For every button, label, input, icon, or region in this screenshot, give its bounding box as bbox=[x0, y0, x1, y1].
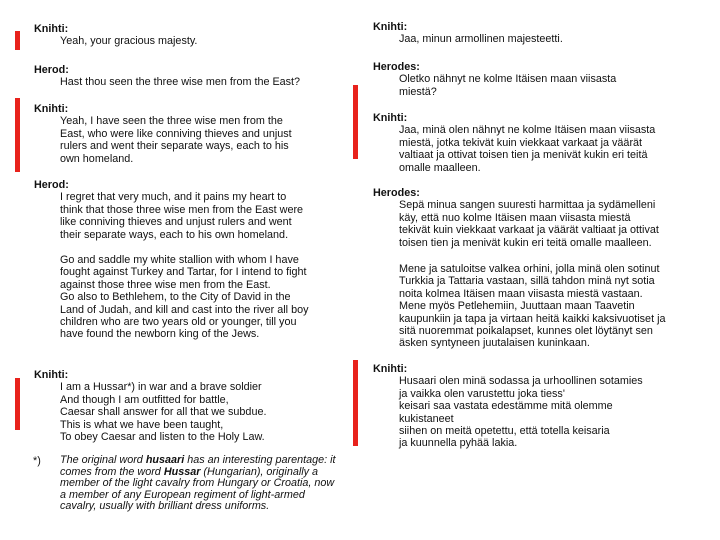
footnote-text: The original word bbox=[60, 454, 146, 466]
left-dialogue-block bbox=[34, 179, 349, 241]
left-dialogue-block bbox=[34, 64, 349, 89]
right-dialogue-block bbox=[373, 21, 713, 46]
dialogue-text: Sepä minua sangen suuresti harmittaa ja sydämelleni käy, että nuo kolme Itäisen maan viisasta miestä tekivät kuin viekkaat varkaat ja väärät valtiaat ja ottivat toisen tien ja menivät kukin eri teitä omalle maalleen. bbox=[399, 199, 659, 249]
speaker-label: Knihti: bbox=[34, 369, 69, 381]
dialogue-text: Jaa, minun armollinen majesteetti. bbox=[399, 33, 563, 46]
left-dialogue-block bbox=[34, 23, 349, 48]
speaker-label: Knihti: bbox=[34, 23, 69, 35]
right-dialogue-block bbox=[373, 112, 713, 174]
dialogue-text: Husaari olen minä sodassa ja urhoollinen sotamies ja vaikka olen varustettu joka tiess' keisari saa vastata edestämme mitä olemme kukistaneet siihen on meitä opetettu, että totella keisaria ja kuunnella pyhää lakia. bbox=[399, 375, 643, 450]
dialogue-text: Go and saddle my white stallion with whom I have fought against Turkey and Tartar, for I intend to fight against those three wise men from the East. Go also to Bethlehem, to the City of David in the Land of Judah, and kill and cast into the river all boy children who are two years old or younger, till you have found the newborn king of the Jews. bbox=[60, 254, 309, 341]
footnote-text: has an interesting parentage: it comes from the word bbox=[60, 454, 336, 478]
red-marker-bar bbox=[15, 378, 20, 430]
speaker-label: Knihti: bbox=[373, 112, 408, 124]
footnote-text: (Hungarian), originally a member of the light cavalry from Hungary or Croatia, now a member of any European regiment of light-armed cavalry, usually with brilliant dress uniforms. bbox=[60, 465, 335, 513]
dialogue-text: I am a Hussar*) in war and a brave soldier And though I am outfitted for battle, Caesar shall answer for all that we subdue. This is what we have been taught, To obey Caesar and listen to the Holy Law. bbox=[60, 381, 267, 444]
footnote-bold-term: Hussar bbox=[163, 465, 201, 478]
right-dialogue-block bbox=[373, 187, 713, 249]
red-marker-bar bbox=[15, 31, 20, 50]
right-dialogue-block bbox=[373, 363, 713, 450]
speaker-label: Herodes: bbox=[373, 61, 420, 73]
footnote-bold-term: husaari bbox=[145, 454, 185, 466]
footnote-marker: *) bbox=[33, 455, 41, 467]
dialogue-text: I regret that very much, and it pains my heart to think that those three wise men from the East were like conniving thieves and unjust rulers and went their separate ways, each to his own homeland. bbox=[60, 191, 304, 241]
dialogue-text: Yeah, I have seen the three wise men from the East, who were like conniving thieves and unjust rulers and went their separate ways, each to his own homeland. bbox=[60, 115, 292, 165]
speaker-label: Herodes: bbox=[373, 187, 420, 199]
dialogue-text: Oletko nähnyt ne kolme Itäisen maan viisasta miestä? bbox=[399, 73, 617, 98]
dialogue-text: Mene ja satuloitse valkea orhini, jolla minä olen sotinut Turkkia ja Tattaria vastaan, sillä tahdon minä nyt sotia noita kolmea Itäisen maan viisasta miestä vastaan. Mene myös Petlehemiin, Juuttaan maan Taavetin kaupunkiin ja tapa ja virtaan heitä kaikki kaksivuotiset ja sitä nuoremmat poikalapset, kunnes olet löytänyt sen äsken syntyneen juutalaisen kuninkaan. bbox=[399, 263, 666, 350]
red-marker-bar bbox=[353, 85, 358, 159]
red-marker-bar bbox=[15, 98, 20, 172]
speaker-label: Herod: bbox=[34, 179, 69, 191]
speaker-label: Knihti: bbox=[34, 103, 69, 115]
footnote bbox=[60, 455, 340, 513]
dialogue-text: Yeah, your gracious majesty. bbox=[60, 35, 198, 48]
right-dialogue-block bbox=[373, 61, 713, 98]
speaker-label: Knihti: bbox=[373, 21, 408, 33]
right-dialogue-block bbox=[373, 263, 718, 350]
left-dialogue-block bbox=[34, 369, 349, 443]
speaker-label: Herod: bbox=[34, 64, 69, 76]
speaker-label: Knihti: bbox=[373, 363, 408, 375]
dialogue-text: Jaa, minä olen nähnyt ne kolme Itäisen maan viisasta miestä, jotka tekivät kuin viekkaat varkaat ja väärät valtiaat ja ottivat toisen tien ja menivät kukin eri teitä omalle maalleen. bbox=[399, 124, 656, 174]
red-marker-bar bbox=[353, 360, 358, 446]
left-dialogue-block bbox=[34, 103, 349, 165]
left-dialogue-block bbox=[34, 254, 354, 341]
dialogue-text: Hast thou seen the three wise men from the East? bbox=[60, 76, 301, 89]
